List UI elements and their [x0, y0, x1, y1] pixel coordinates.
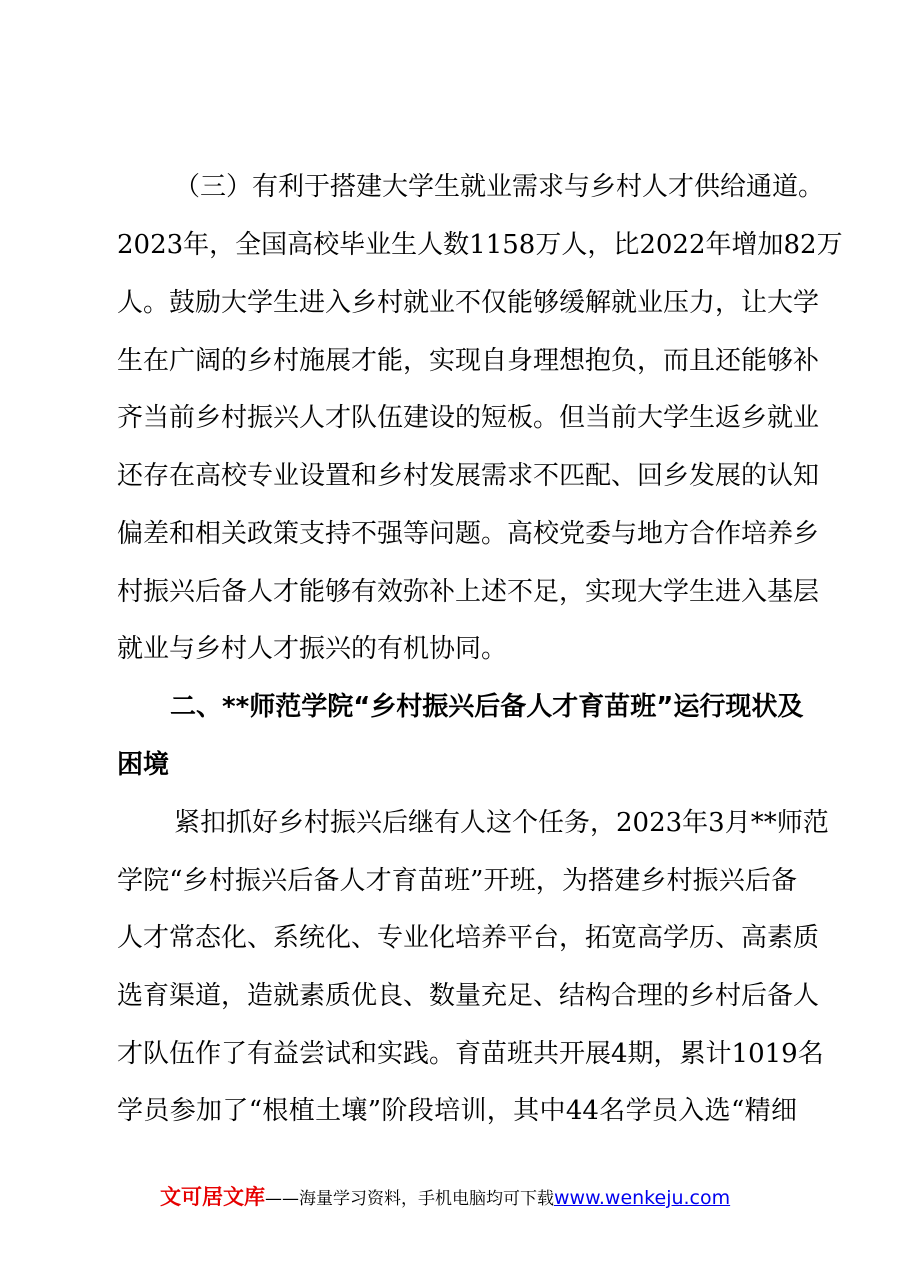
paragraph-line: （三）有利于搭建大学生就业需求与乡村人才供给通道。 — [174, 172, 825, 202]
paragraph-line: 才队伍作了有益尝试和实践。育苗班共开展4期，累计1019名 — [117, 1039, 824, 1069]
footer-brand: 文可居文库 — [160, 1185, 265, 1209]
paragraph-line: 选育渠道，造就素质优良、数量充足、结构合理的乡村后备人 — [117, 981, 820, 1011]
paragraph-line: 人。鼓励大学生进入乡村就业不仅能够缓解就业压力，让大学 — [117, 288, 820, 318]
paragraph-line: 2023年，全国高校毕业生人数1158万人，比2022年增加82万 — [117, 230, 843, 260]
paragraph-line: 还存在高校专业设置和乡村发展需求不匹配、回乡发展的认知 — [117, 461, 820, 491]
footer-link[interactable]: www.wenkeju.com — [554, 1187, 731, 1209]
paragraph-line: 齐当前乡村振兴人才队伍建设的短板。但当前大学生返乡就业 — [117, 403, 820, 433]
footer-slogan: ——海量学习资料，手机电脑均可下载 — [265, 1189, 554, 1209]
paragraph-line: 学院“乡村振兴后备人才育苗班”开班，为搭建乡村振兴后备 — [117, 866, 797, 896]
paragraph-line: 村振兴后备人才能够有效弥补上述不足，实现大学生进入基层 — [117, 577, 820, 607]
section-heading: 二、**师范学院“乡村振兴后备人才育苗班”运行现状及 — [170, 692, 804, 722]
paragraph-line: 人才常态化、系统化、专业化培养平台，拓宽高学历、高素质 — [117, 923, 820, 953]
paragraph-line: 生在广阔的乡村施展才能，实现自身理想抱负，而且还能够补 — [117, 346, 820, 376]
paragraph-line: 偏差和相关政策支持不强等问题。高校党委与地方合作培养乡 — [117, 519, 820, 549]
section-heading: 困境 — [117, 750, 170, 780]
paragraph-line: 就业与乡村人才振兴的有机协同。 — [117, 634, 508, 664]
paragraph-line: 紧扣抓好乡村振兴后继有人这个任务，2023年3月**师范 — [174, 808, 829, 838]
footer-banner — [160, 1183, 800, 1213]
paragraph-line: 学员参加了“根植土壤”阶段培训，其中44名学员入选“精细 — [117, 1096, 797, 1126]
